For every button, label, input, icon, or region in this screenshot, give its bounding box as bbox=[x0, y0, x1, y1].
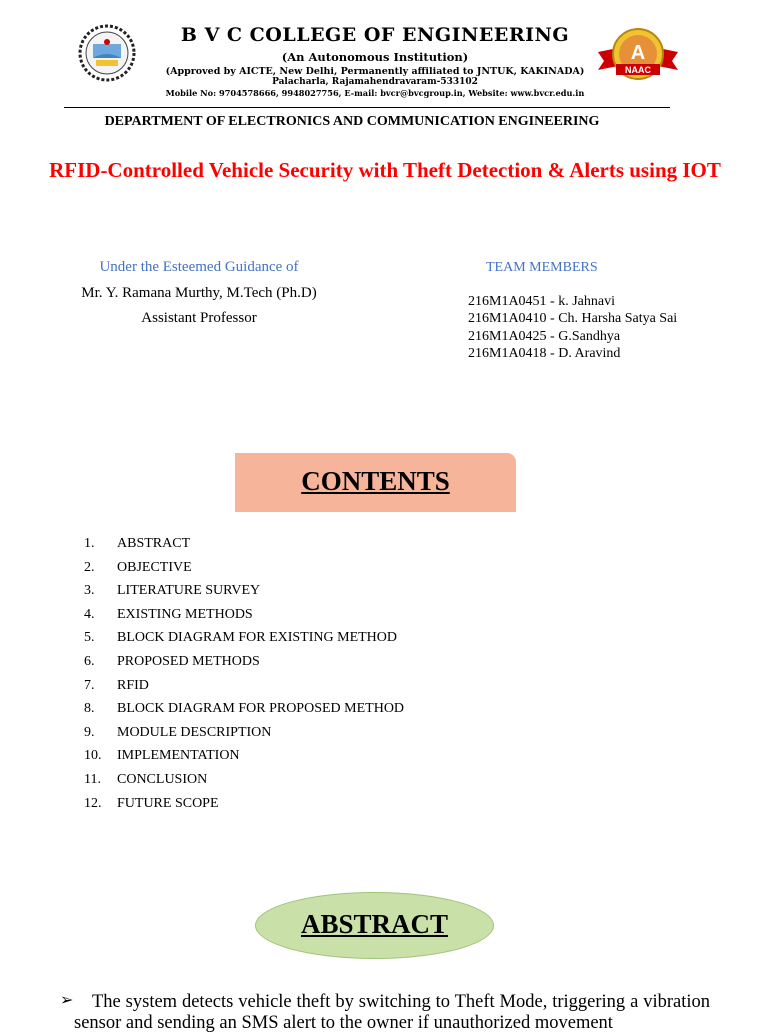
contents-item bbox=[84, 653, 404, 677]
contents-title: CONTENTS bbox=[301, 466, 450, 496]
contents-item-label: MODULE DESCRIPTION bbox=[117, 724, 272, 740]
abstract-text: The system detects vehicle theft by switching to Theft Mode, triggering a vibration sensor and sending an SMS alert to the owner if unauthorized movement bbox=[74, 992, 710, 1033]
team-member: 216M1A0425 - G.Sandhya bbox=[468, 328, 621, 344]
contents-item-label: CONCLUSION bbox=[117, 771, 208, 787]
contents-item-label: IMPLEMENTATION bbox=[117, 748, 240, 764]
contents-item-number: 5. bbox=[84, 630, 95, 646]
contents-item bbox=[84, 535, 404, 559]
contents-item-number: 2. bbox=[84, 559, 95, 575]
contents-item-label: ABSTRACT bbox=[117, 536, 191, 551]
contents-item-label: PROPOSED METHODS bbox=[117, 653, 260, 669]
contents-item bbox=[84, 771, 404, 795]
college-address: Palacharla, Rajamahendravaram-533102 bbox=[272, 77, 478, 87]
contents-item bbox=[84, 700, 404, 724]
project-title: RFID-Controlled Vehicle Security with Theft Detection & Alerts using IOT bbox=[49, 158, 721, 182]
team-heading: TEAM MEMBERS bbox=[486, 260, 598, 275]
team-member: 216M1A0418 - D. Aravind bbox=[468, 345, 621, 361]
naac-badge-icon bbox=[588, 26, 688, 84]
contents-item bbox=[84, 747, 404, 771]
arrow-bullet-icon: ➢ bbox=[60, 992, 74, 1009]
autonomous-status: (An Autonomous Institution) bbox=[281, 50, 469, 64]
approval-line: (Approved by AICTE, New Delhi, Permanently affiliated to JNTUK, KAKINADA) bbox=[165, 66, 585, 77]
team-member: 216M1A0410 - Ch. Harsha Satya Sai bbox=[468, 311, 678, 327]
guide-name: Mr. Y. Ramana Murthy, M.Tech (Ph.D) bbox=[81, 285, 317, 301]
guidance-heading: Under the Esteemed Guidance of bbox=[99, 259, 299, 275]
contents-item bbox=[84, 724, 404, 748]
contents-item-label: OBJECTIVE bbox=[117, 559, 192, 575]
contents-item-number: 6. bbox=[84, 653, 95, 669]
naac-grade: A bbox=[630, 42, 646, 64]
contents-item bbox=[84, 629, 404, 653]
college-contact: Mobile No: 9704578666, 9948027756, E-mail: bvcr@bvcgroup.in, Website: www.bvcr.edu.in bbox=[165, 88, 585, 98]
contents-item-number: 3. bbox=[84, 583, 95, 599]
contents-item-label: EXISTING METHODS bbox=[117, 606, 253, 622]
contents-item-number: 9. bbox=[84, 724, 95, 740]
guide-designation: Assistant Professor bbox=[141, 310, 257, 326]
header-divider bbox=[64, 107, 670, 108]
contents-item bbox=[84, 559, 404, 583]
abstract-title: ABSTRACT bbox=[300, 909, 449, 939]
contents-item-number: 12. bbox=[84, 795, 102, 811]
contents-item-label: LITERATURE SURVEY bbox=[117, 583, 261, 599]
contents-item-label: BLOCK DIAGRAM FOR PROPOSED METHOD bbox=[117, 701, 405, 717]
contents-item-number: 4. bbox=[84, 606, 95, 622]
contents-list bbox=[84, 535, 404, 818]
contents-item-number: 11. bbox=[84, 771, 101, 787]
contents-item-label: RFID bbox=[117, 677, 149, 693]
contents-item-label: BLOCK DIAGRAM FOR EXISTING METHOD bbox=[117, 630, 397, 646]
contents-item-number: 7. bbox=[84, 677, 95, 693]
contents-item bbox=[84, 606, 404, 630]
department-name: DEPARTMENT OF ELECTRONICS AND COMMUNICATION ENGINEERING bbox=[104, 114, 600, 129]
contents-item-number: 1. bbox=[84, 536, 95, 551]
contents-item bbox=[84, 582, 404, 606]
contents-item bbox=[84, 677, 404, 701]
naac-label: NAAC bbox=[625, 65, 651, 75]
contents-item-number: 10. bbox=[84, 748, 102, 764]
college-name: B V C COLLEGE OF ENGINEERING bbox=[180, 24, 570, 46]
contents-item bbox=[84, 795, 404, 819]
contents-item-label: FUTURE SCOPE bbox=[117, 795, 219, 811]
team-member: 216M1A0451 - k. Jahnavi bbox=[468, 294, 615, 309]
team-member-list bbox=[468, 293, 677, 362]
contents-item-number: 8. bbox=[84, 701, 95, 717]
